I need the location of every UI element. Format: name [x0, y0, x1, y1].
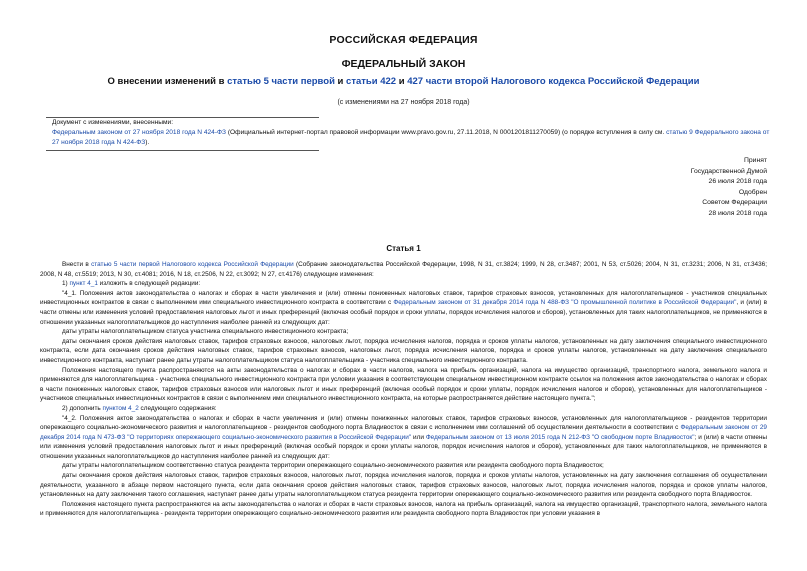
paragraph: [40, 404, 767, 414]
paragraph: даты окончания сроков действия налоговых ставок, тарифов страховых взносов, налоговых льгот, порядка исчисления налогов, порядка и сроков уплаты налогов, установленных на дату заключения специального инвестиционного контракта, если дата окончания сроков действия налоговых ставок, тарифов страховых взносов, налоговых льгот, порядка исчисления налогов, порядка и сроков уплаты налогов, установленных на дату заключения специального инвестиционного контракта, наступает ранее даты утраты налогоплательщиком статуса налогоплательщика - участника специального инвестиционного контракта.: [40, 337, 767, 364]
accepted-label: Принят: [743, 157, 767, 164]
law-type-heading: ФЕДЕРАЛЬНЫЙ ЗАКОН: [341, 58, 466, 70]
text: ; и (или) в части отмены или изменения условий предоставления налоговых льгот и иных преференций (включая особый порядок и сроки уплаты налогов, порядок исчисления налогов и сборов), установленных для таких налогоплательщиков, не применяются в отношении указанных налогоплательщиков до наступления наиболее ранней из следующих дат:: [40, 433, 767, 460]
title-link-article5[interactable]: статью 5 части первой: [227, 76, 335, 87]
paragraph: даты утраты налогоплательщиком статуса участника специального инвестиционного контракта;: [62, 328, 349, 336]
article-body: [40, 260, 767, 519]
text: , и (или) в части отмены или изменения условий предоставления налоговых льгот и иных преференций (включая особый порядок и сроки уплаты, порядок исчисления налогов и сборов), установленных для таких налогоплательщиков, не применяются в отношении указанных налогоплательщиков до наступления наиболее ранней из следующих дат:: [40, 299, 767, 326]
paragraph: [40, 260, 767, 279]
accepted-by: Государственной Думой: [690, 167, 767, 175]
amendments-note-heading: Документ с изменениями, внесенными:: [52, 119, 174, 126]
title-text: и: [334, 76, 347, 87]
acceptance-block: [567, 156, 767, 219]
link-488fz[interactable]: Федеральным законом от 31 декабря 2014 года N 488-ФЗ "О промышленной политике в Российской Федерации": [393, 299, 737, 307]
edition-note: (с изменениями на 27 ноября 2018 года): [337, 99, 470, 106]
text: (Собрание законодательства Российской Федерации, 1998, N 31, ст.3824; 1999, N 28, ст.3487; 2001, N 53, ст.5026; 2004, N 31, ст.3231; 2006, N 31, ст.3436; 2008, N 48, ст.5519; 2013, N 30, ст.4081; 2016, N 18, ст.2506, N 22, ст.3092; N 27, ст.4176) следующие изменения:: [40, 261, 767, 278]
approved-label: Одобрен: [738, 188, 767, 196]
paragraph: [40, 289, 767, 327]
title-link-article422[interactable]: статьи 422: [346, 76, 397, 87]
text: изложить в следующей редакции:: [97, 280, 201, 288]
paragraph: Положения настоящего пункта распространяются на акты законодательства о налогах и сборах в части страховых взносов, налога на прибыль организаций, налога на имущество организаций, транспортного налога, земельного налога и применяются для налогоплательщика - резидента территории опережающего социально-экономического развития или резидента свободного порта Владивосток при условии указания в: [40, 500, 767, 518]
approved-by: Советом Федерации: [702, 199, 767, 206]
article-title: Статья 1: [386, 244, 421, 253]
paragraph: [40, 279, 767, 289]
law-title: [40, 76, 767, 87]
text: "4_1. Положения актов законодательства о налогах и сборах в части увеличения и (или) отмены пониженных налоговых ставок, тарифов страховых взносов, установленных для налогоплательщиков - участников специальных инвестиционных контрактов в связи с выполнением ими специального инвестиционного контракта в соответствии с: [40, 289, 767, 307]
link-473fz[interactable]: Федеральным законом от 29 декабря 2014 года N 473-ФЗ "О территориях опережающего социально-экономического развития в Российской Федерации": [40, 424, 767, 441]
text: или: [411, 433, 426, 441]
amendment-text: (Официальный интернет-портал правовой информации www.pravo.gov.ru, 27.11.2018, N 0001201811270059) (о порядке вступления в силу см.: [226, 129, 667, 136]
paragraph: Положения настоящего пункта распространяются на акты законодательства о налогах и сборах в части налогов, налога на прибыль организаций, налога на имущество организаций, транспортного налога, земельного налога и применяются для налогоплательщика - участника специального инвестиционного контракта при условии указания в соответствующем специальном инвестиционном контракте ссылок на положения актов законодательства о налогах и сборах в части пониженных налоговых ставок, тарифов страховых взносов или налоговых льгот и иных преференций (включая особый порядок и сроки уплаты, порядок исчисления налогов и сборов), установленных для налогоплательщиков - участников специальных инвестиционных контрактов в связи с выполнением ими специального инвестиционного контракта, на которые распространяется действие настоящего пункта.";: [40, 366, 767, 403]
approved-date: 28 июля 2018 года: [708, 209, 767, 217]
text: 1): [62, 280, 70, 288]
link-item-4-2[interactable]: пунктом 4_2: [102, 404, 139, 412]
paragraph: даты окончания сроков действия налоговых ставок, тарифов страховых взносов, налоговых льгот, порядка исчисления налогов, порядка и сроков уплаты налогов, установленных на дату заключения соглашения об осуществлении деятельности, указанного в абзаце первом настоящего пункта, если дата окончания сроков действия налоговых ставок, тарифов страховых взносов, налоговых льгот, порядка исчисления налогов, порядка и сроков уплаты налогов, установленных на дату заключения такого соглашения, наступает ранее даты утраты налогоплательщиком статуса резидента территории опережающего социально-экономического развития или резидента свободного порта Владивосток.: [40, 472, 767, 499]
title-text: и: [396, 76, 408, 87]
text: "4_2. Положения актов законодательства о налогах и сборах в части увеличения и (или) отмены пониженных налоговых ставок, тарифов страховых взносов, установленных для налогоплательщиков - резидентов территории опережающего социально-экономического развития и налогоплательщиков - резидентов свободного порта Владивосток в связи с исполнением ими соглашений об осуществлении деятельности в соответствии с: [40, 414, 767, 432]
title-link-article427[interactable]: 427 части второй Налогового кодекса Российской Федерации: [407, 76, 700, 87]
title-text: О внесении изменений в: [107, 76, 228, 87]
divider-bottom: [46, 150, 319, 151]
text: следующего содержания:: [138, 404, 217, 412]
accepted-date: 26 июля 2018 года: [708, 178, 767, 185]
text: 2) дополнить: [62, 404, 103, 412]
amendment-link-424fz[interactable]: Федеральным законом от 27 ноября 2018 года N 424-ФЗ: [52, 129, 227, 136]
link-article5-part1[interactable]: статью 5 части первой Налогового кодекса Российской Федерации: [91, 261, 294, 268]
text: Внести в: [62, 261, 92, 268]
country-heading: РОССИЙСКАЯ ФЕДЕРАЦИЯ: [329, 34, 478, 46]
paragraph: [40, 414, 767, 462]
paragraph: даты утраты налогоплательщиком соответственно статуса резидента территории опережающего социально-экономического развития или резидента свободного порта Владивосток;: [62, 462, 604, 470]
link-item-4-1[interactable]: пункт 4_1: [69, 280, 98, 288]
amendment-link-article9[interactable]: статью 9 Федерального закона от 27 ноября 2018 года N 424-ФЗ: [52, 129, 770, 146]
amendments-note: [52, 118, 770, 148]
link-212fz[interactable]: Федеральным законом от 13 июля 2015 года N 212-ФЗ "О свободном порте Владивосток": [425, 433, 695, 441]
amendment-text: ).: [145, 139, 150, 146]
